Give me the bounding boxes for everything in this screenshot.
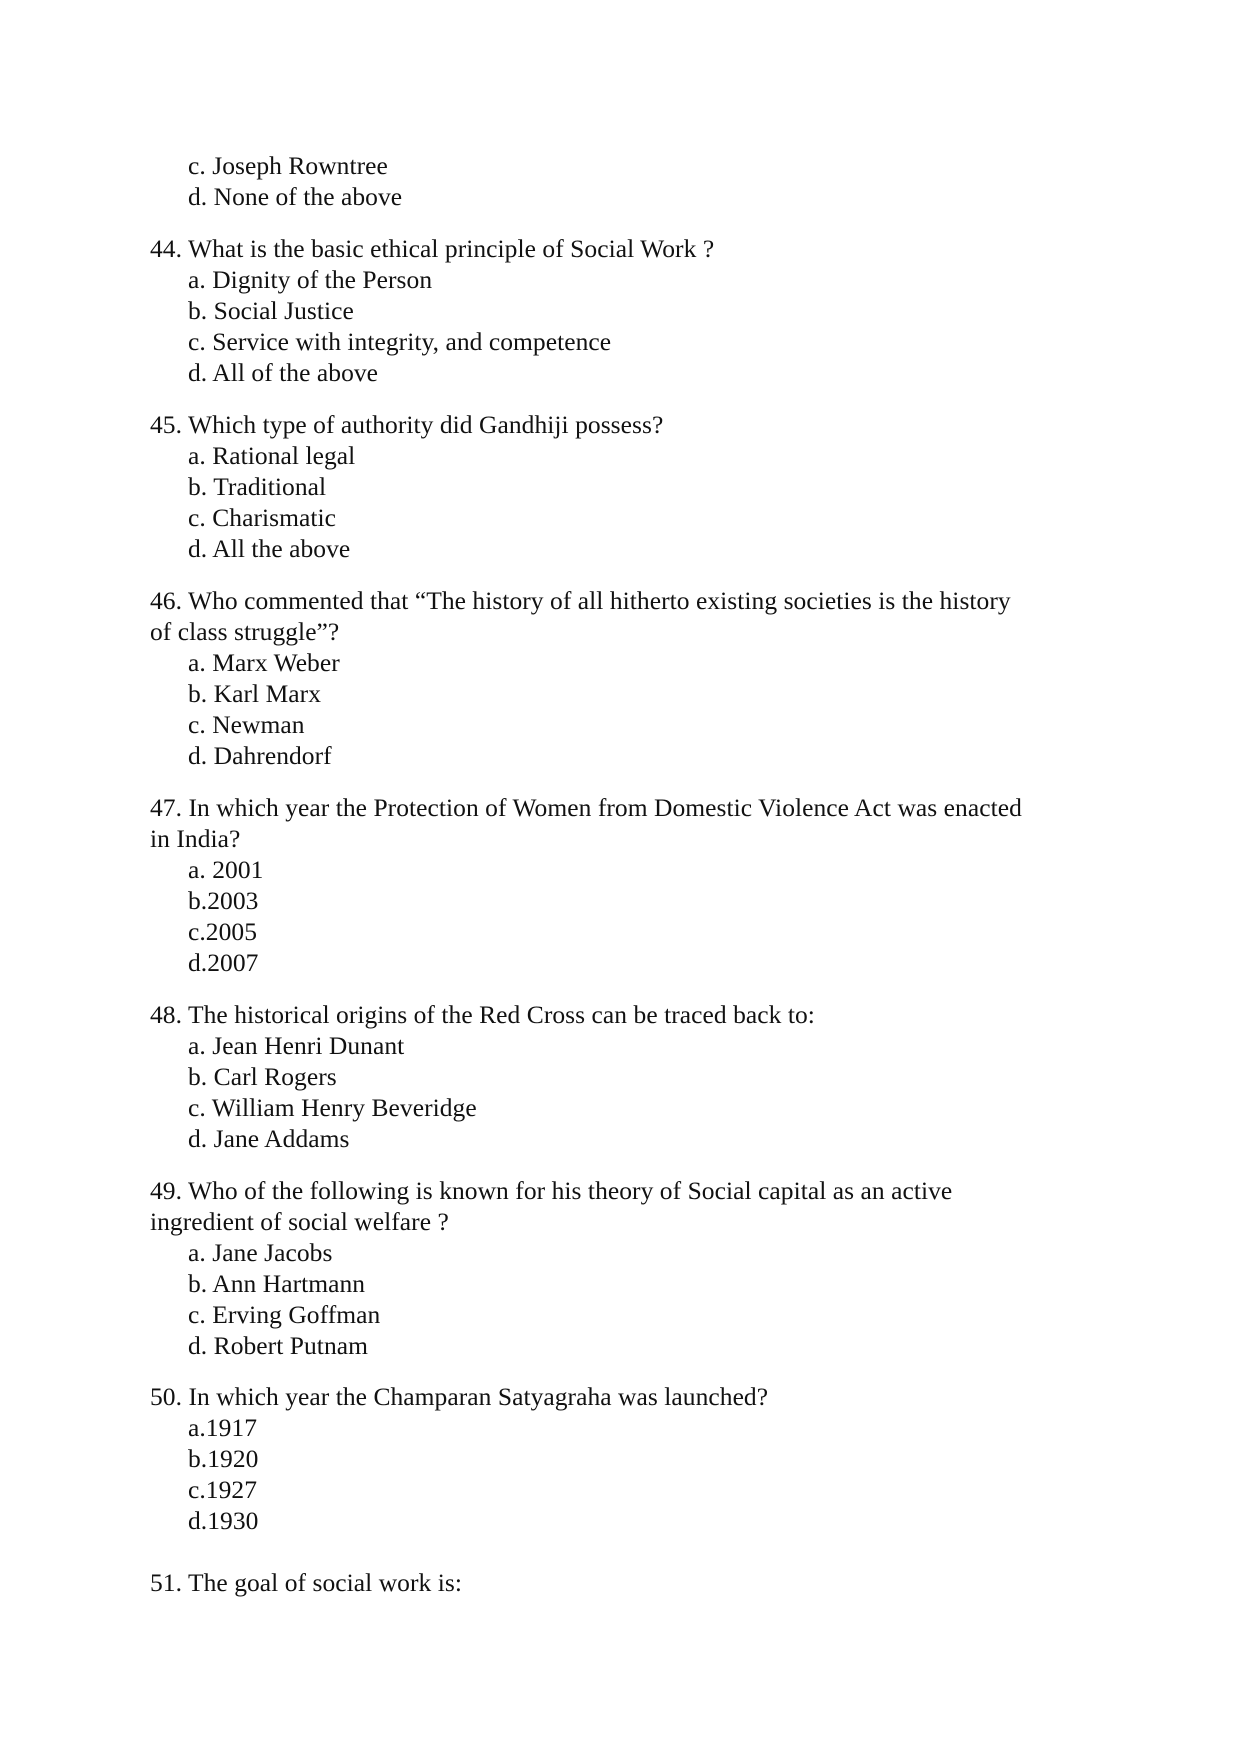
- option-line: a. Dignity of the Person: [188, 265, 433, 294]
- option-line: d. None of the above: [188, 182, 403, 211]
- option-line: c. William Henry Beveridge: [188, 1093, 477, 1122]
- option-line: b.2003: [188, 886, 259, 915]
- option-line: c.2005: [188, 917, 257, 946]
- question-stem: 49. Who of the following is known for his theory of Social capital as an active: [150, 1176, 953, 1205]
- option-line: d. All the above: [188, 534, 351, 563]
- option-line: d. Dahrendorf: [188, 741, 332, 770]
- question-stem: 47. In which year the Protection of Women from Domestic Violence Act was enacted: [150, 793, 1022, 822]
- option-line: c. Charismatic: [188, 503, 336, 532]
- option-line: c. Service with integrity, and competence: [188, 327, 612, 356]
- option-line: a.1917: [188, 1413, 257, 1442]
- option-line: a. Rational legal: [188, 441, 356, 470]
- question-stem: 45. Which type of authority did Gandhiji possess?: [150, 410, 664, 439]
- option-line: a. Jane Jacobs: [188, 1238, 333, 1267]
- option-line: b. Social Justice: [188, 296, 354, 325]
- option-line: b. Traditional: [188, 472, 327, 501]
- option-line: c. Newman: [188, 710, 305, 739]
- option-line: d. Robert Putnam: [188, 1331, 368, 1360]
- option-line: c.1927: [188, 1475, 257, 1504]
- question-stem-continued: in India?: [150, 824, 241, 853]
- question-stem: 44. What is the basic ethical principle of Social Work ?: [150, 234, 715, 263]
- option-line: a. Jean Henri Dunant: [188, 1031, 405, 1060]
- option-line: b. Carl Rogers: [188, 1062, 337, 1091]
- option-line: d.2007: [188, 948, 259, 977]
- option-line: a. Marx Weber: [188, 648, 340, 677]
- option-line: b. Karl Marx: [188, 679, 322, 708]
- question-stem: 46. Who commented that “The history of all hitherto existing societies is the history: [150, 586, 1011, 615]
- question-stem-continued: ingredient of social welfare ?: [150, 1207, 449, 1236]
- option-line: b. Ann Hartmann: [188, 1269, 366, 1298]
- question-stem: 50. In which year the Champaran Satyagraha was launched?: [150, 1382, 769, 1411]
- option-line: d. All of the above: [188, 358, 379, 387]
- question-stem-continued: of class struggle”?: [150, 617, 340, 646]
- option-line: a. 2001: [188, 855, 264, 884]
- option-line: b.1920: [188, 1444, 259, 1473]
- option-line: d.1930: [188, 1506, 259, 1535]
- option-line: c. Erving Goffman: [188, 1300, 381, 1329]
- option-line: c. Joseph Rowntree: [188, 151, 388, 180]
- option-line: d. Jane Addams: [188, 1124, 350, 1153]
- question-stem: 51. The goal of social work is:: [150, 1568, 462, 1597]
- question-stem: 48. The historical origins of the Red Cross can be traced back to:: [150, 1000, 815, 1029]
